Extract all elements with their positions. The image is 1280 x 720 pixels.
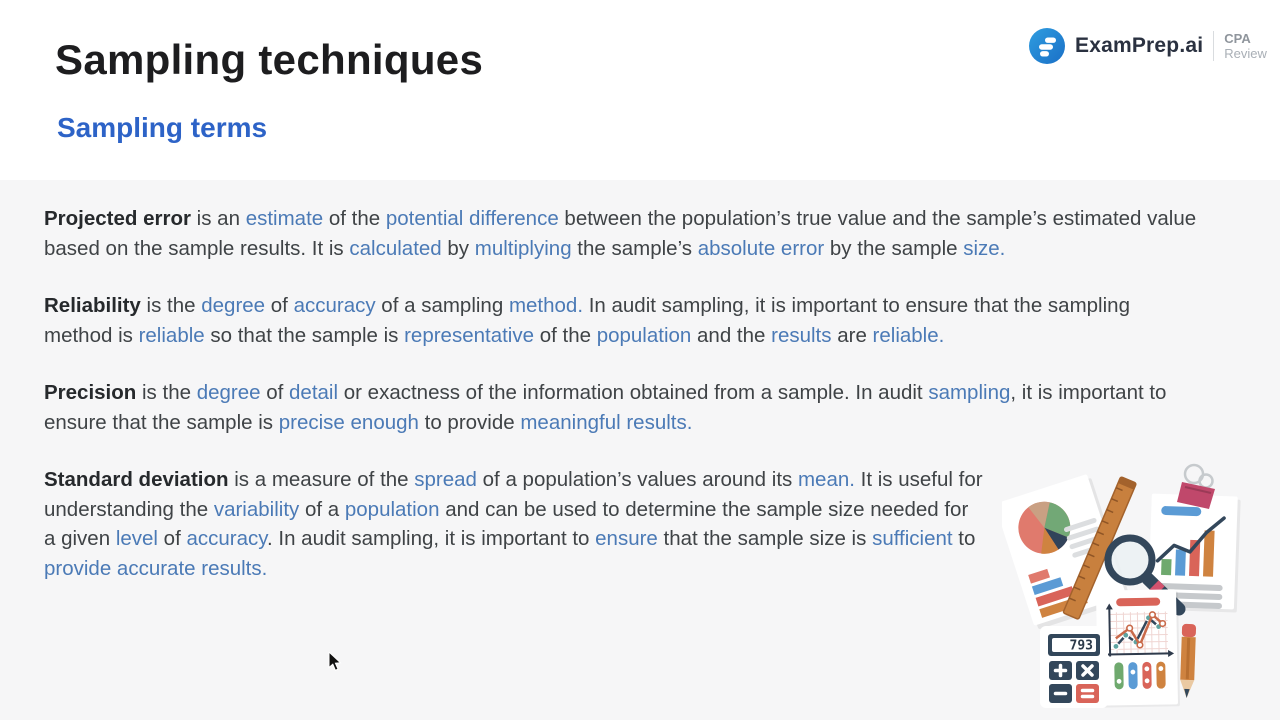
product-name: [1224, 31, 1267, 61]
highlighted-word: degree: [201, 294, 266, 317]
highlighted-word: level: [115, 527, 158, 550]
body-text: and can be used to determine the sample size needed for a given: [44, 497, 969, 550]
body-text: of the: [323, 207, 386, 230]
brand-logo: [1028, 26, 1267, 66]
body-text: of: [265, 294, 294, 317]
grid-chart-paper-icon: [1096, 589, 1180, 707]
calculator-icon: [1040, 626, 1108, 708]
paragraph: [44, 204, 1204, 263]
paragraph: [44, 378, 1204, 437]
calculator-display: 793: [1069, 638, 1093, 654]
body-text: of a population’s values around its: [476, 468, 798, 491]
highlighted-word: population: [344, 497, 440, 521]
highlighted-word: precise enough: [278, 410, 419, 434]
body-text: is an: [190, 207, 246, 230]
highlighted-word: variability: [213, 497, 300, 521]
body-text: of a: [299, 497, 345, 521]
highlighted-word: reliable.: [872, 323, 945, 347]
body-text: so that the sample is: [204, 323, 405, 347]
page-title: Sampling techniques: [55, 36, 484, 83]
highlighted-word: potential difference: [385, 207, 559, 230]
body-text: between the population’s true value and the sample’s estimated value based on the sample results. It is: [44, 207, 1197, 260]
body-text: It is useful for understanding the: [44, 468, 983, 521]
body-text: are: [831, 323, 873, 347]
highlighted-word: estimate: [245, 207, 324, 230]
highlighted-word: spread: [414, 468, 477, 491]
paragraph: [44, 465, 984, 583]
highlighted-word: multiplying: [474, 236, 572, 260]
body-text: is a measure of the: [228, 468, 415, 491]
product-line1: CPA: [1224, 31, 1251, 46]
highlighted-word: reliable: [138, 323, 205, 347]
logo-divider: [1213, 31, 1214, 61]
body-text: , it is important to ensure that the sample is: [44, 381, 1167, 434]
brand-name: ExamPrep.ai: [1075, 34, 1204, 57]
product-line2: Review: [1224, 46, 1267, 61]
highlighted-word: ensure: [595, 527, 658, 550]
highlighted-word: provide accurate results.: [44, 556, 268, 580]
term-label: Projected error: [44, 207, 191, 230]
body-text: of the: [534, 323, 597, 347]
body-text: by the sample: [824, 236, 964, 260]
highlighted-word: detail: [289, 381, 339, 404]
highlighted-word: results: [771, 323, 832, 347]
highlighted-word: mean.: [797, 468, 855, 491]
term-label: Standard deviation: [44, 468, 229, 491]
body-text: or exactness of the information obtained from a sample. In audit: [338, 381, 929, 404]
binder-clip-icon: [1177, 465, 1215, 509]
highlighted-word: absolute error: [697, 236, 825, 260]
term-label: Precision: [44, 381, 137, 404]
body-text: of a sampling: [375, 294, 509, 317]
page-subtitle: Sampling terms: [57, 112, 268, 143]
body-text: of: [260, 381, 290, 404]
body-text: In audit sampling, it is important to ensure that the sampling method is: [44, 294, 1130, 347]
highlighted-word: sufficient: [872, 527, 953, 550]
body-text: is the: [140, 294, 202, 317]
body-text: the sample’s: [571, 236, 698, 260]
highlighted-word: degree: [196, 381, 261, 404]
term-label: Reliability: [44, 294, 141, 317]
body-text: to: [952, 527, 976, 550]
body-text: to provide: [418, 410, 521, 434]
highlighted-word: sampling: [928, 381, 1011, 404]
body-text: of: [157, 527, 187, 550]
examprep-logo-icon: [1028, 27, 1066, 65]
highlighted-word: accuracy: [186, 527, 267, 550]
highlighted-word: method.: [508, 294, 584, 317]
body-text: and the: [691, 323, 772, 347]
body-text: . In audit sampling, it is important to: [267, 527, 596, 550]
highlighted-word: population: [596, 323, 692, 347]
pencil-icon: [1180, 624, 1197, 698]
highlighted-word: meaningful results.: [520, 410, 693, 434]
paragraph: [44, 291, 1204, 350]
body-text: that the sample size is: [657, 527, 873, 550]
analytics-illustration: [1002, 458, 1244, 716]
highlighted-word: size.: [963, 236, 1006, 260]
highlighted-word: accuracy: [293, 294, 376, 317]
highlighted-word: representative: [404, 323, 535, 347]
mouse-cursor: [328, 652, 342, 672]
body-text: by: [441, 236, 475, 260]
body-text: is the: [136, 381, 197, 404]
highlighted-word: calculated: [349, 236, 442, 260]
